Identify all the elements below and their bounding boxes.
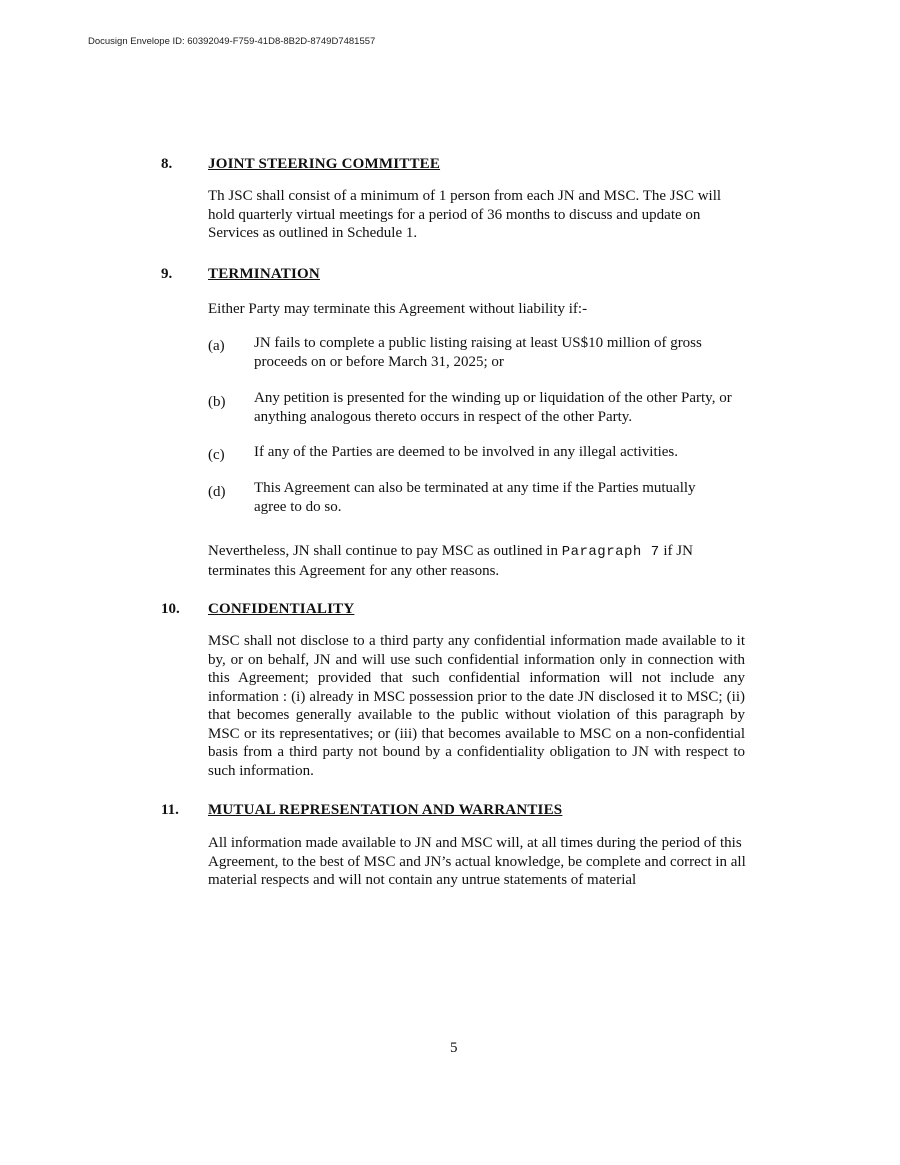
page-number: 5 — [450, 1040, 458, 1056]
list-item-text: This Agreement can also be terminated at any time if the Parties mutually agree to do so. — [254, 480, 696, 515]
section-body: All information made available to JN and MSC will, at all times during the period of this Agreement, to the best of MSC and JN’s actual knowledge, be complete and correct in all material respects and will not contain any untrue statements of material — [208, 835, 746, 888]
closing-text-start: Nevertheless, JN shall continue to pay MSC as outlined in — [208, 543, 558, 559]
section-body: Th JSC shall consist of a minimum of 1 person from each JN and MSC. The JSC will hold quarterly virtual meetings for a period of 36 months to discuss and update on Services as outlined in Schedule 1. — [208, 188, 722, 241]
list-item-label: (b) — [208, 394, 226, 410]
closing-text-end: if JN terminates this Agreement for any other reasons. — [208, 543, 693, 579]
list-item-text: JN fails to complete a public listing raising at least US$10 million of gross proceeds on or before March 31, 2025; or — [254, 335, 702, 370]
section-number: 9. — [161, 266, 173, 282]
section-heading: MUTUAL REPRESENTATION AND WARRANTIES — [208, 802, 563, 818]
list-item-label: (c) — [208, 447, 225, 463]
section-number: 11. — [161, 802, 179, 818]
list-item-label: (a) — [208, 338, 225, 354]
list-item-text: If any of the Parties are deemed to be involved in any illegal activities. — [254, 444, 679, 460]
termination-closing — [208, 542, 748, 580]
paragraph-reference: Paragraph 7 — [561, 544, 660, 560]
section-number: 8. — [161, 156, 173, 172]
termination-intro: Either Party may terminate this Agreement without liability if:- — [208, 301, 588, 317]
section-number: 10. — [161, 601, 180, 617]
section-heading: CONFIDENTIALITY — [208, 601, 355, 617]
section-body: MSC shall not disclose to a third party any confidential information made available to it by, or on behalf, JN and will use such confidential information only in connection with this Agreement; provided that such confidential information will not include any information : (i) already in MSC possession prior to the date JN disclosed it to MSC; (ii) that becomes generally available to the public without violation of this paragraph by MSC or its representatives; or (iii) that becomes available to MSC on a non-confidential basis from a third party not bound by a confidentiality obligation to JN with respect to such information. — [208, 633, 745, 779]
section-heading: JOINT STEERING COMMITTEE — [208, 156, 441, 172]
envelope-id: Docusign Envelope ID: 60392049-F759-41D8-8B2D-8749D7481557 — [88, 36, 376, 47]
list-item-text: Any petition is presented for the winding up or liquidation of the other Party, or anything analogous thereto occurs in respect of the other Party. — [254, 390, 732, 425]
section-heading: TERMINATION — [208, 266, 320, 282]
list-item-label: (d) — [208, 484, 226, 500]
